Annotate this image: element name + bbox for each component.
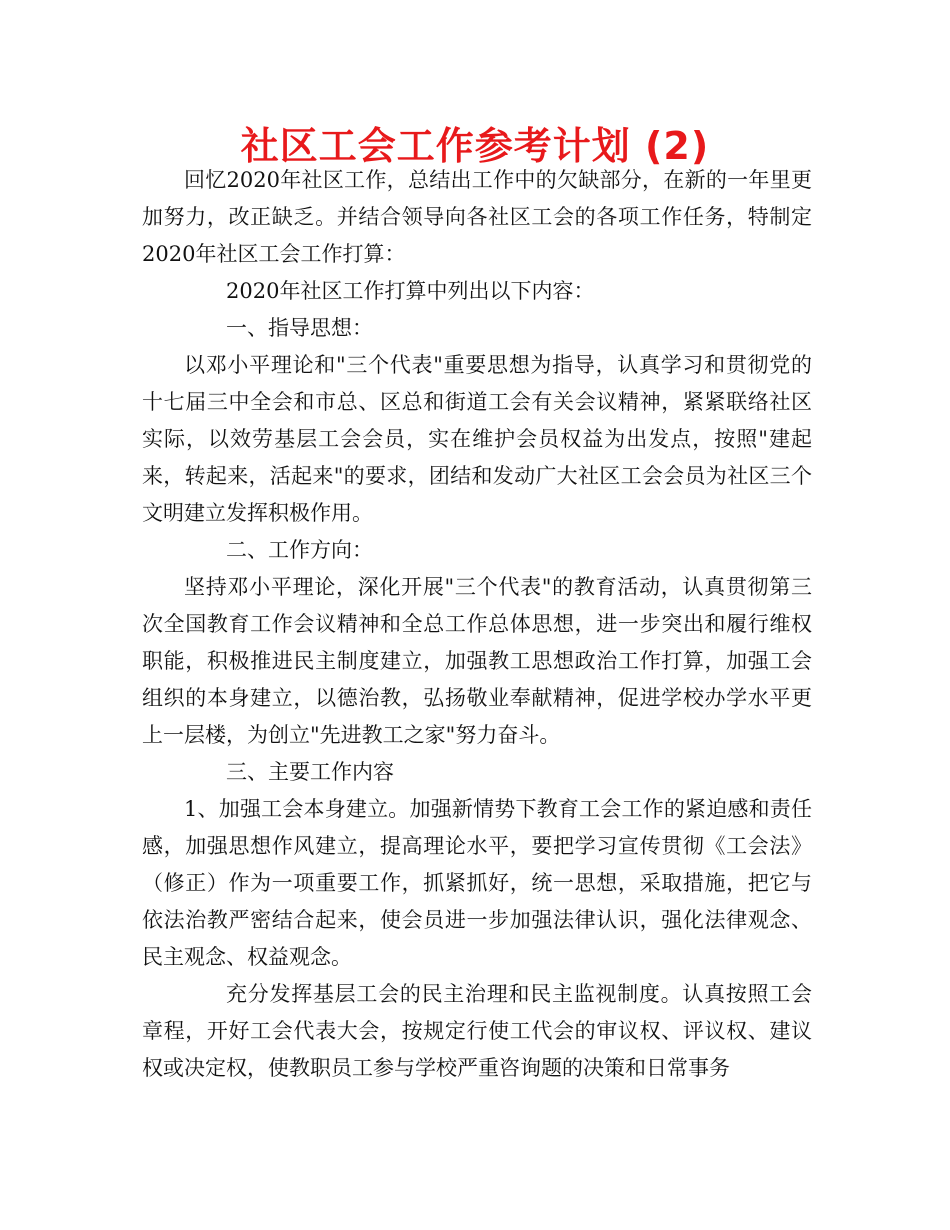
- section-heading-guiding-thought: 一、指导思想：: [226, 316, 373, 340]
- paragraph-intro: 回忆2020年社区工作，总结出工作中的欠缺部分，在新的一年里更加努力，改正缺乏。并结合领导向各社区工会的各项工作任务，特制定2020年社区工会工作打算：: [142, 168, 812, 266]
- document-title: 社区工会工作参考计划 (2): [240, 124, 710, 168]
- paragraph-list-intro: 2020年社区工作打算中列出以下内容：: [226, 279, 595, 303]
- document-body: [142, 162, 812, 1087]
- paragraph-main-content-1: 1、加强工会本身建立。加强新情势下教育工会工作的紧迫感和责任感，加强思想作风建立，提高理论水平，要把学习宣传贯彻《工会法》（修正）作为一项重要工作，抓紧抓好，统一思想，采取措施，把它与依法治教严密结合起来，使会员进一步加强法律认识，强化法律观念、民主观念、权益观念。: [142, 797, 812, 969]
- section-heading-main-content: 三、主要工作内容: [226, 760, 394, 784]
- paragraph-guiding-thought: 以邓小平理论和"三个代表"重要思想为指导，认真学习和贯彻党的十七届三中全会和市总、区总和街道工会有关会议精神，紧紧联络社区实际，以效劳基层工会会员，实在维护会员权益为出发点，按照"建起来，转起来，活起来"的要求，团结和发动广大社区工会会员为社区三个文明建立发挥积极作用。: [142, 353, 812, 525]
- section-heading-work-direction: 二、工作方向：: [226, 538, 373, 562]
- paragraph-work-direction: 坚持邓小平理论，深化开展"三个代表"的教育活动，认真贯彻第三次全国教育工作会议精神和全总工作总体思想，进一步突出和履行维权职能，积极推进民主制度建立，加强教工思想政治工作打算，加强工会组织的本身建立，以德治教，弘扬敬业奉献精神，促进学校办学水平更上一层楼，为创立"先进教工之家"努力奋斗。: [142, 575, 812, 747]
- paragraph-main-content-2: 充分发挥基层工会的民主治理和民主监视制度。认真按照工会章程，开好工会代表大会，按规定行使工代会的审议权、评议权、建议权或决定权，使教职员工参与学校严重咨询题的决策和日常事务: [142, 982, 812, 1080]
